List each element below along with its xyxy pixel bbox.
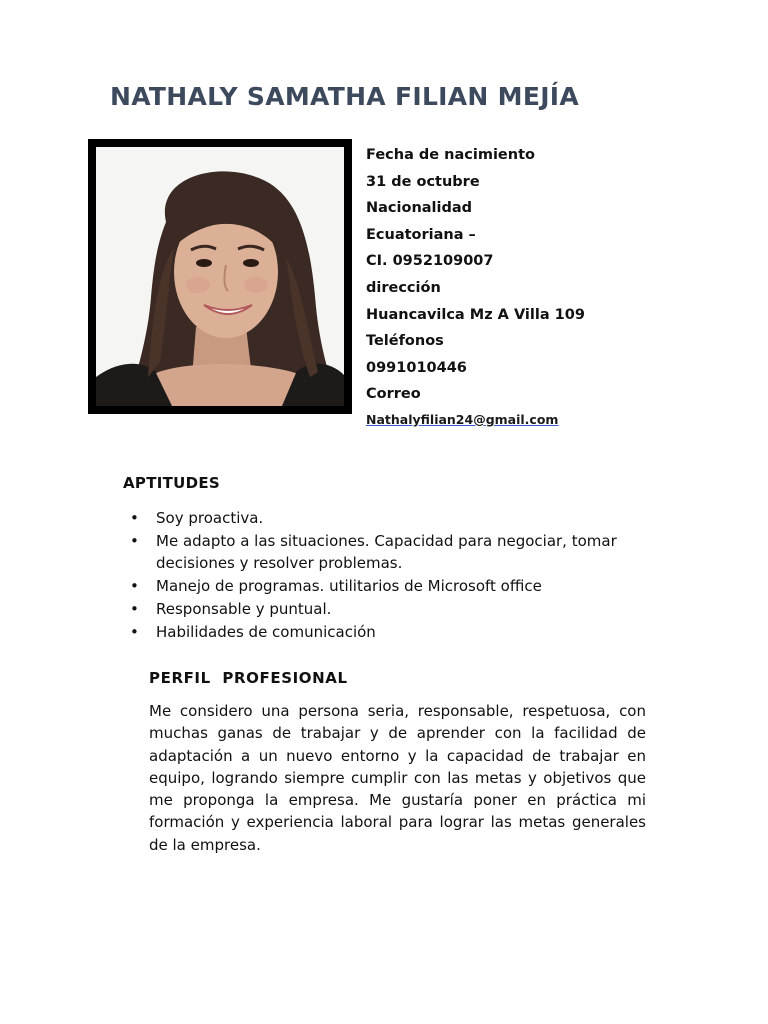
aptitudes-list bbox=[130, 507, 650, 644]
list-item bbox=[130, 530, 650, 574]
nationality-label: Nacionalidad bbox=[366, 200, 473, 217]
list-item-text: Me adapto a las situaciones. Capacidad para negociar, tomar decisiones y resolver problemas. bbox=[156, 532, 617, 572]
address-label: dirección bbox=[366, 279, 441, 296]
aptitudes-heading: APTITUDES bbox=[123, 474, 221, 492]
bullet-icon: • bbox=[130, 577, 139, 595]
list-item bbox=[130, 575, 650, 597]
id-number: CI. 0952109007 bbox=[366, 253, 494, 270]
bullet-icon: • bbox=[130, 532, 139, 550]
address-value: Huancavilca Mz A Villa 109 bbox=[366, 306, 585, 323]
phone-value: 0991010446 bbox=[366, 359, 467, 376]
profile-heading: PERFIL PROFESIONAL bbox=[149, 669, 348, 687]
bullet-icon: • bbox=[130, 623, 139, 641]
page-title: NATHALY SAMATHA FILIAN MEJÍA bbox=[110, 82, 580, 111]
list-item bbox=[130, 621, 650, 643]
birth-date-label: Fecha de nacimiento bbox=[366, 147, 535, 163]
list-item bbox=[130, 507, 650, 529]
list-item bbox=[130, 598, 650, 620]
nationality-value: Ecuatoriana – bbox=[366, 226, 476, 243]
email-link[interactable]: Nathalyfilian24@gmail.com bbox=[366, 411, 559, 427]
list-item-text: Manejo de programas. utilitarios de Microsoft office bbox=[156, 577, 542, 595]
profile-photo bbox=[88, 139, 352, 414]
list-item-text: Responsable y puntual. bbox=[156, 600, 332, 618]
bullet-icon: • bbox=[130, 600, 139, 618]
profile-paragraph: Me considero una persona seria, responsable, respetuosa, con muchas ganas de trabajar y de aprender con la facilidad de adaptación a un nuevo entorno y la capacidad de trabajar en equipo, logrando siempre cumplir con las metas y objetivos que me proponga la empresa. Me gustaría poner en práctica mi formación y experiencia laboral para lograr las metas generales de la empresa. bbox=[149, 702, 646, 854]
email-label: Correo bbox=[366, 386, 421, 403]
birth-date-value: 31 de octubre bbox=[366, 173, 480, 190]
portrait-photo-icon bbox=[96, 147, 344, 406]
phones-label: Teléfonos bbox=[366, 333, 444, 350]
personal-info bbox=[366, 143, 746, 428]
list-item-text: Habilidades de comunicación bbox=[156, 623, 376, 641]
list-item-text: Soy proactiva. bbox=[156, 509, 264, 527]
bullet-icon: • bbox=[130, 509, 139, 527]
